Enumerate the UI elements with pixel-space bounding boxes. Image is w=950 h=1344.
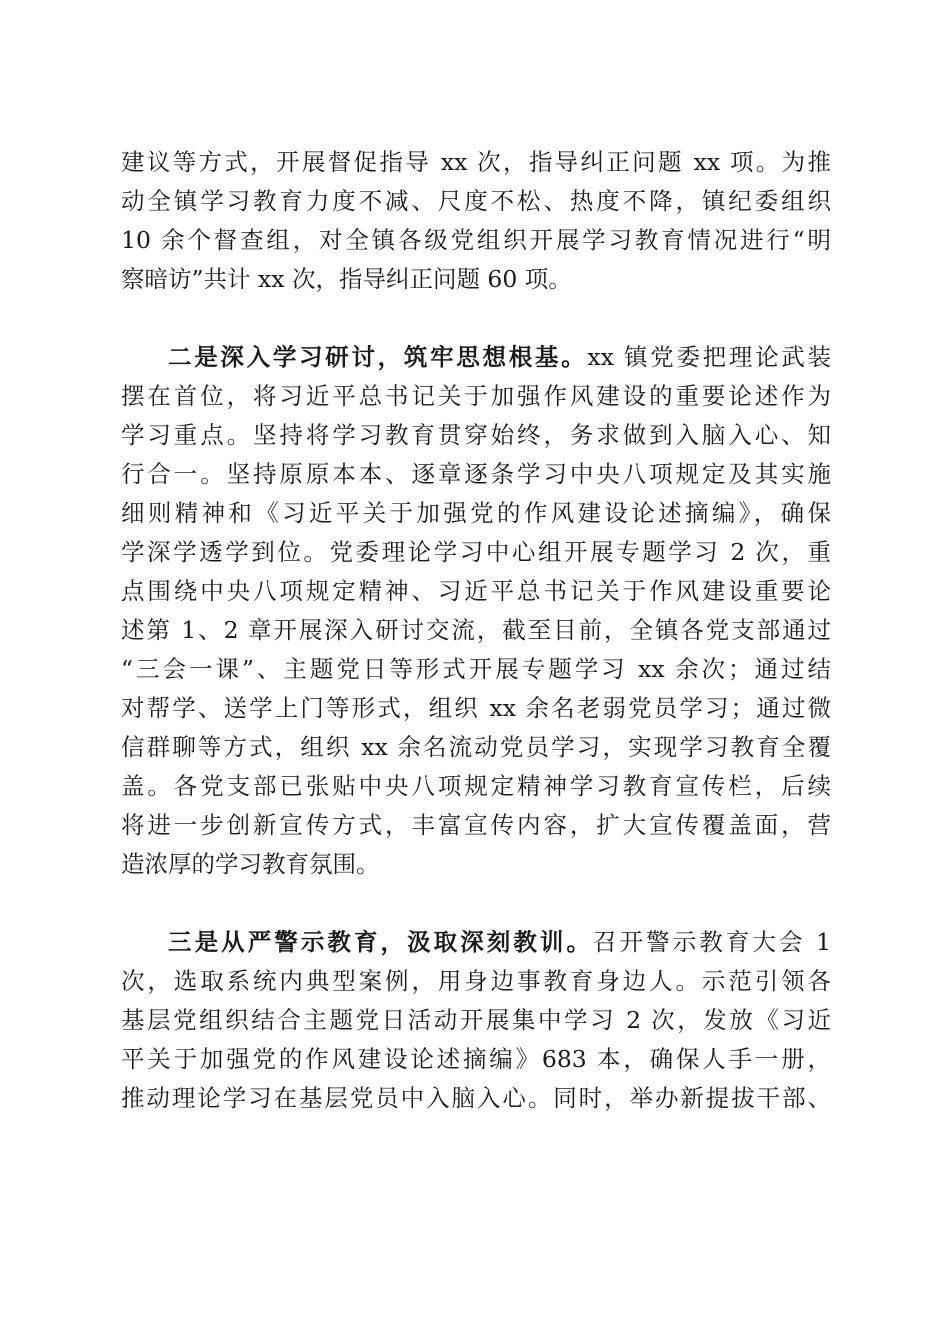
paragraph-heading: 三是从严警示教育，汲取深刻教训。 bbox=[168, 928, 594, 957]
text-line: 对帮学、送学上门等形式，组织 xx 余名老弱党员学习；通过微 bbox=[121, 694, 831, 723]
text-line bbox=[121, 923, 831, 962]
text-line: 推动理论学习在基层党员中入脑入心。同时，举办新提拔干部、 bbox=[121, 1084, 831, 1113]
text-line: 将进一步创新宣传方式，丰富宣传内容，扩大宣传覆盖面，营 bbox=[121, 811, 831, 839]
text-line: 点围绕中央八项规定精神、习近平总书记关于作风建设重要论 bbox=[121, 577, 831, 606]
text-line: 动全镇学习教育力度不减、尺度不松、热度不降，镇纪委组织 bbox=[121, 186, 831, 215]
text-line: 察暗访”共计 xx 次，指导纠正问题 60 项。 bbox=[121, 264, 572, 293]
text-line: 学深学透学到位。党委理论学习中心组开展专题学习 2 次，重 bbox=[121, 538, 831, 567]
text-line: 摆在首位，将习近平总书记关于加强作风建设的重要论述作为 bbox=[121, 382, 831, 411]
text-line: “三会一课”、主题党日等形式开展专题学习 xx 余次；通过结 bbox=[121, 655, 831, 684]
text-line: 建议等方式，开展督促指导 xx 次，指导纠正问题 xx 项。为推 bbox=[121, 148, 831, 176]
heading-continuation: xx 镇党委把理论武装 bbox=[587, 343, 831, 372]
heading-continuation: 召开警示教育大会 1 bbox=[593, 928, 832, 957]
text-line: 述第 1、2 章开展深入研讨交流，截至目前，全镇各党支部通过 bbox=[121, 616, 831, 645]
text-line: 细则精神和《习近平关于加强党的作风建设论述摘编》，确保 bbox=[121, 499, 831, 528]
paragraph-3 bbox=[121, 923, 831, 1118]
text-line: 次，选取系统内典型案例，用身边事教育身边人。示范引领各 bbox=[121, 967, 831, 996]
text-line: 信群聊等方式，组织 xx 余名流动党员学习，实现学习教育全覆 bbox=[121, 733, 831, 762]
text-line: 造浓厚的学习教育氛围。 bbox=[121, 849, 380, 878]
text-line: 盖。各党支部已张贴中央八项规定精神学习教育宣传栏，后续 bbox=[121, 772, 831, 801]
text-line: 10 余个督查组，对全镇各级党组织开展学习教育情况进行“明 bbox=[121, 225, 831, 254]
document-body bbox=[121, 143, 831, 1118]
text-line: 学习重点。坚持将学习教育贯穿始终，务求做到入脑入心、知 bbox=[121, 421, 831, 450]
text-line: 基层党组织结合主题党日活动开展集中学习 2 次，发放《习近 bbox=[121, 1006, 831, 1035]
paragraph-1 bbox=[121, 143, 831, 299]
paragraph-heading: 二是深入学习研讨，筑牢思想根基。 bbox=[168, 343, 588, 372]
paragraph-2 bbox=[121, 338, 831, 884]
text-line: 行合一。坚持原原本本、逐章逐条学习中央八项规定及其实施 bbox=[121, 460, 831, 489]
text-line bbox=[121, 338, 831, 377]
text-line: 平关于加强党的作风建设论述摘编》683 本，确保人手一册， bbox=[121, 1045, 831, 1074]
